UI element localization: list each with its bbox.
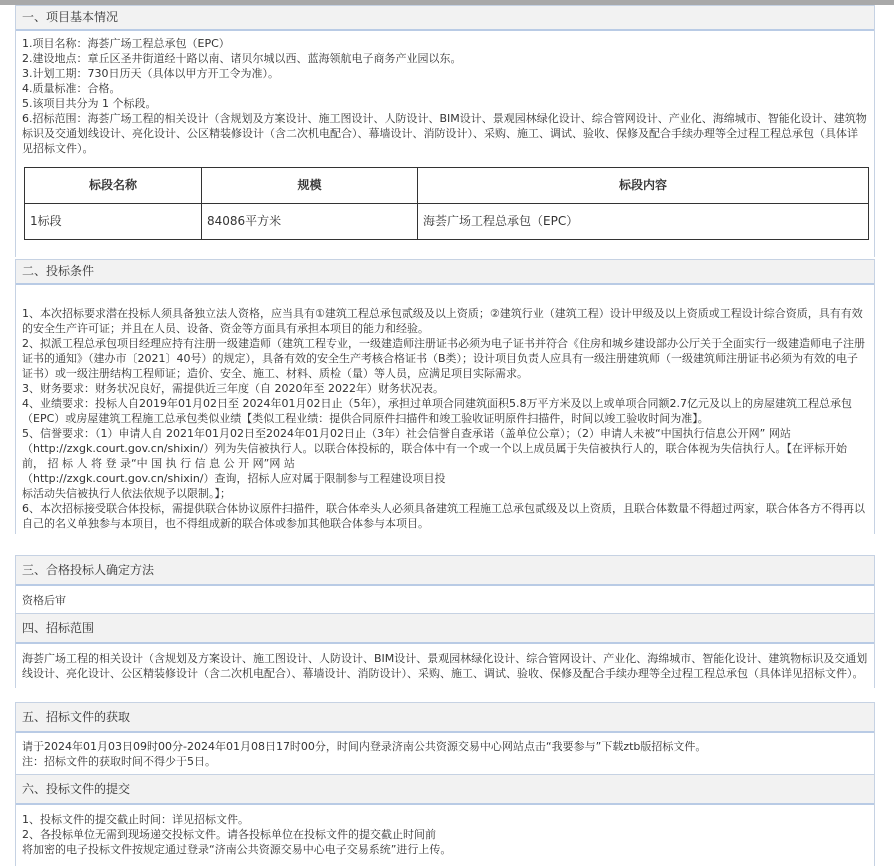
- acquisition-note: 注：招标文件的获取时间不得少于5日。: [22, 755, 216, 768]
- submission-deadline: 1、投标文件的提交截止时间：详见招标文件。: [22, 813, 249, 826]
- condition-performance: 4、业绩要求：投标人自2019年01月02日至 2024年01月02日止（5年），承担过单项合同建筑面积5.8万平方米及以上或单项合同额2.7亿元及以上的房屋建筑工程总承包（EPC）或房屋建筑工程施工总承包类似业绩【类似工程业绩：提供合同原件扫描件和竣工验收证明原件扫描件，时间以竣工验收时间为准】。: [22, 397, 852, 425]
- section-title: 二、投标条件: [16, 260, 874, 285]
- table-header-lot-name: 标段名称: [25, 168, 202, 204]
- section-title: 一、项目基本情况: [16, 6, 874, 31]
- condition-consortium: 6、本次招标接受联合体投标，需提供联合体协议原件扫描件，联合体牵头人必须具备建筑工程施工总承包贰级及以上资质，且联合体数量不得超过两家，联合体各方不得再以自己的名义单独参与本项目，也不得组成新的联合体或参加其他联合体参与本项目。: [22, 502, 865, 530]
- project-duration: 3.计划工期：730日历天（具体以甲方开工令为准）。: [22, 67, 279, 80]
- quality-standard: 4.质量标准：合格。: [22, 82, 121, 95]
- bid-scope: 6.招标范围：海荟广场工程的相关设计（含规划及方案设计、施工图设计、人防设计、BIM设计、景观园林绿化设计、综合管网设计、产业化、海绵城市、智能化设计、建筑物标识及交通划线设计、亮化设计、公区精装修设计（含二次机电配合）、幕墙设计、消防设计）、采购、施工、调试、验收、保修及配合手续办理等全过程工程总承包（具体详见招标文件）。: [22, 112, 867, 155]
- submission-method: 2、各投标单位无需到现场递交投标文件。请各投标单位在投标文件的提交截止时间前: [22, 828, 436, 841]
- section-bid-conditions: [15, 259, 875, 534]
- table-cell-lot-content: 海荟广场工程总承包（EPC）: [418, 204, 869, 240]
- section-document-acquisition: [15, 702, 875, 775]
- qualification-method-value: 资格后审: [22, 594, 66, 607]
- condition-personnel: 2、拟派工程总承包项目经理应持有注册一级建造师（建筑工程专业，一级建造师注册证书必须为电子证书并符合《住房和城乡建设部办公厅关于全面实行一级建造师电子注册证书的通知》（建办市〔2021〕40号）的规定），具备有效的安全生产考核合格证书（B类）；设计项目负责人应具有一级注册建筑师（一级建筑师注册证书必须为有效的电子证书）或一级注册结构工程师证；造价、安全、施工、材料、质检（量）等人员，应满足项目实际需求。: [22, 337, 865, 380]
- table-header-row: [25, 168, 869, 204]
- table-cell-lot-name: 1标段: [25, 204, 202, 240]
- section-body: [16, 31, 874, 159]
- table-cell-scale: 84086平方米: [202, 204, 418, 240]
- section-title: 五、招标文件的获取: [16, 703, 874, 733]
- table-row: [25, 204, 869, 240]
- section-body: [16, 805, 874, 860]
- section-title: 四、招标范围: [16, 614, 874, 644]
- condition-credit: 5、信誉要求：（1）申请人自 2021年01月02日至2024年01月02日止（3年）社会信誉自查承诺（盖单位公章）；（2）申请人未被“中国执行信息公开网” 网站（http://zxgk.court.gov.cn/shixin/）列为失信被执行人。以联合体投标的，联合体中有一个或一个以上成员属于失信被执行人的，联合体视为失信执行人。【在评标开始前， 招 标 人 将 登 录“中 国 执 行 信 息 公 开 网”网 站: [22, 427, 848, 470]
- project-location: 2.建设地点：章丘区圣井街道经十路以南、诸贝尔城以西、蓝海领航电子商务产业园以东。: [22, 52, 462, 65]
- lot-count: 5.该项目共分为 1 个标段。: [22, 97, 157, 110]
- section-title: 三、合格投标人确定方法: [16, 556, 874, 586]
- condition-credit-end: 标活动失信被执行人依法依规予以限制。】；: [22, 487, 231, 500]
- condition-credit-url: （http://zxgk.court.gov.cn/shixin/）查询，招标人应对属于限制参与工程建设项目投: [22, 472, 446, 485]
- condition-finance: 3、财务要求：财务状况良好，需提供近三年度（自 2020年至 2022年）财务状况表。: [22, 382, 444, 395]
- section-body: [16, 733, 874, 775]
- submission-upload: 将加密的电子投标文件按规定通过登录“济南公共资源交易中心电子交易系统”进行上传。: [22, 843, 452, 856]
- table-header-lot-content: 标段内容: [418, 168, 869, 204]
- table-header-scale: 规模: [202, 168, 418, 204]
- table-holder: [16, 167, 874, 257]
- section-bid-submission: [15, 774, 875, 866]
- section-basic-info: [15, 5, 875, 257]
- section-title: 六、投标文件的提交: [16, 775, 874, 805]
- lot-table: [24, 167, 869, 240]
- acquisition-time: 请于2024年01月03日09时00分-2024年01月08日17时00分，时间内登录济南公共资源交易中心网站点击“我要参与”下载ztb版招标文件。: [22, 740, 707, 753]
- section-bid-scope: [15, 613, 875, 688]
- bid-scope-text: 海荟广场工程的相关设计（含规划及方案设计、施工图设计、人防设计、BIM设计、景观园林绿化设计、综合管网设计、产业化、海绵城市、智能化设计、建筑物标识及交通划线设计、亮化设计、公区精装修设计（含二次机电配合）、幕墙设计、消防设计）、采购、施工、调试、验收、保修及配合手续办理等全过程工程总承包（具体详见招标文件）。: [22, 652, 868, 680]
- section-body: [16, 285, 874, 534]
- project-name: 1.项目名称：海荟广场工程总承包（EPC）: [22, 37, 230, 50]
- section-qualification-method: [15, 555, 875, 616]
- condition-qualification: 1、本次招标要求潜在投标人须具备独立法人资格，应当具有①建筑工程总承包贰级及以上资质；②建筑行业（建筑工程）设计甲级及以上资质或工程设计综合资质，具有有效的安全生产许可证；并且在人员、设备、资金等方面具有承担本项目的能力和经验。: [22, 307, 863, 335]
